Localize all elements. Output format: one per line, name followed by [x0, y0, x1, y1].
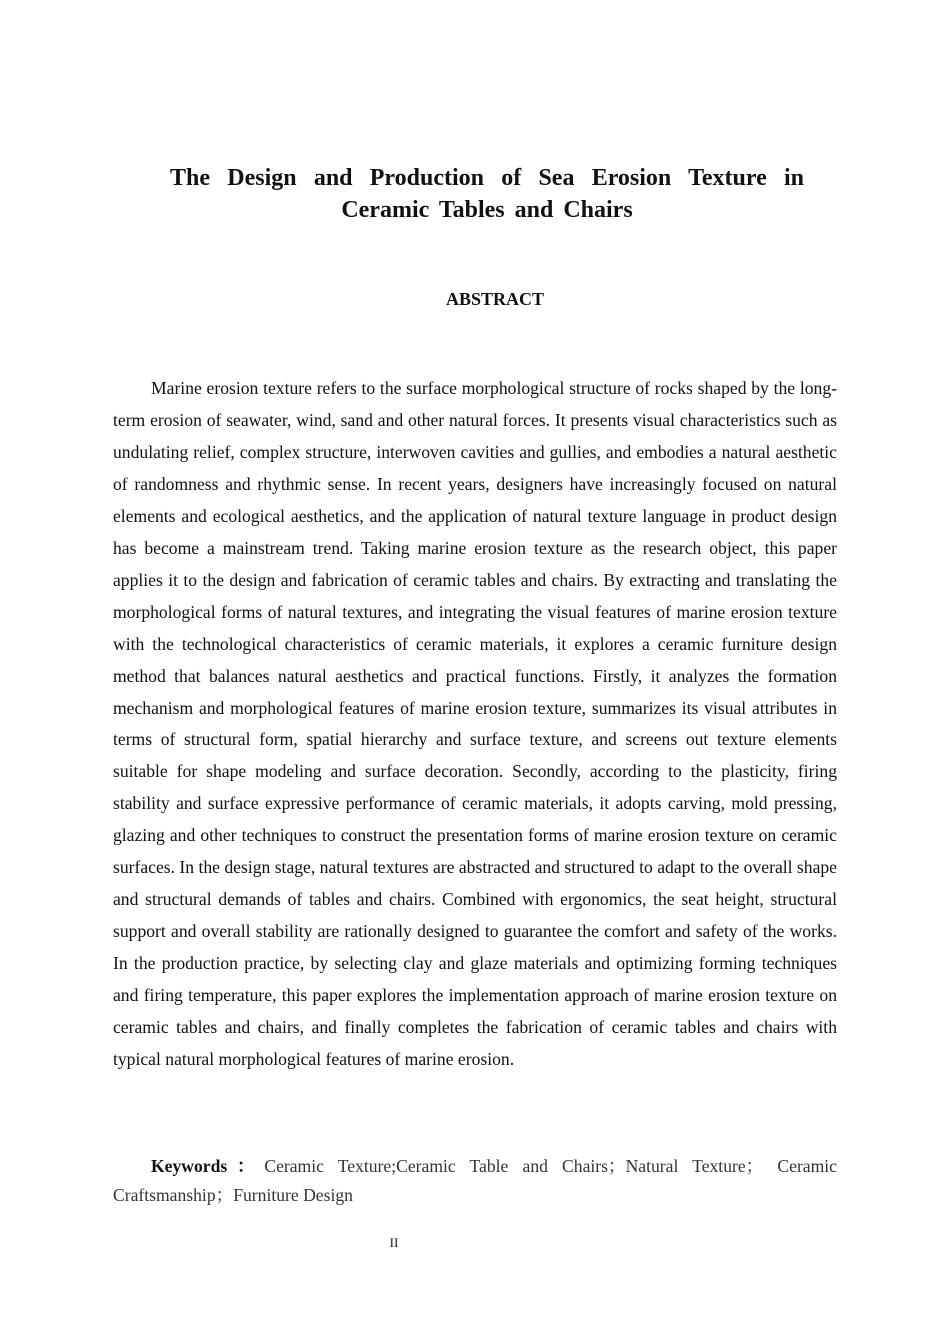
- keywords-list: Ceramic Texture;Ceramic Table and Chairs；Natural Texture； Ceramic Craftsmanship；Furniture Design: [113, 1156, 837, 1205]
- paper-title: The Design and Production of Sea Erosion Texture in Ceramic Tables and Chairs: [170, 165, 804, 223]
- page-number: II: [389, 1235, 399, 1250]
- keywords-label: Keywords：: [151, 1156, 265, 1176]
- abstract-heading: ABSTRACT: [445, 289, 545, 309]
- abstract-body: Marine erosion texture refers to the surface morphological structure of rocks shaped by the long-term erosion of seawater, wind, sand and other natural forces. It presents visual characteristics such as undulating relief, complex structure, interwoven cavities and gullies, and embodies a natural aesthetic of randomness and rhythmic sense. In recent years, designers have increasingly focused on natural elements and ecological aesthetics, and the application of natural texture language in product design has become a mainstream trend. Taking marine erosion texture as the research object, this paper applies it to the design and fabrication of ceramic tables and chairs. By extracting and translating the morphological forms of natural textures, and integrating the visual features of marine erosion texture with the technological characteristics of ceramic materials, it explores a ceramic furniture design method that balances natural aesthetics and practical functions. Firstly, it analyzes the formation mechanism and morphological features of marine erosion texture, summarizes its visual attributes in terms of structural form, spatial hierarchy and surface texture, and screens out texture elements suitable for shape modeling and surface decoration. Secondly, according to the plasticity, firing stability and surface expressive performance of ceramic materials, it adopts carving, mold pressing, glazing and other techniques to construct the presentation forms of marine erosion texture on ceramic surfaces. In the design stage, natural textures are abstracted and structured to adapt to the overall shape and structural demands of tables and chairs. Combined with ergonomics, the seat height, structural support and overall stability are rationally designed to guarantee the comfort and safety of the works. In the production practice, by selecting clay and glaze materials and optimizing forming techniques and firing temperature, this paper explores the implementation approach of marine erosion texture on ceramic tables and chairs, and finally completes the fabrication of ceramic tables and chairs with typical natural morphological features of marine erosion.: [113, 378, 837, 1070]
- keywords-paragraph: [113, 1152, 837, 1210]
